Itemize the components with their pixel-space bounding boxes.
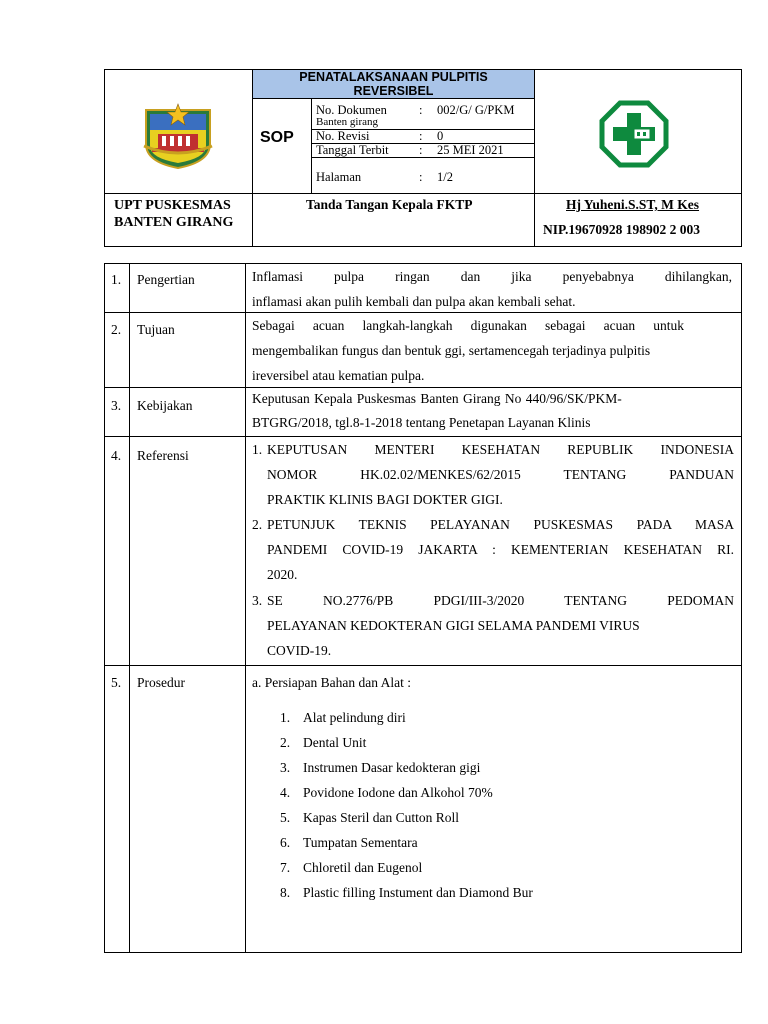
doc-number-sep: : xyxy=(419,103,423,117)
region-emblem-logo xyxy=(140,100,216,170)
reference-line: NOMOR HK.02.02/MENKES/62/2015 TENTANG PANDUAN xyxy=(267,467,734,482)
section-label: Referensi xyxy=(137,448,189,463)
revision-sep: : xyxy=(419,129,423,143)
reference-line: PELAYANAN KEDOKTERAN GIGI SELAMA PANDEMI VIRUS xyxy=(267,618,640,633)
section-label: Prosedur xyxy=(137,675,185,690)
list-item: 6. Tumpatan Sementara xyxy=(280,835,418,850)
section-text-line: BTGRG/2018, tgl.8-1-2018 tentang Penetapan Layanan Klinis xyxy=(252,415,591,430)
section-text-line: Sebagai acuan langkah-langkah digunakan sebagai acuan untuk xyxy=(252,318,684,333)
reference-line: PANDEMI COVID-19 JAKARTA : KEMENTERIAN KESEHATAN RI. xyxy=(267,542,734,557)
reference-line: SE NO.2776/PB PDGI/III-3/2020 TENTANG PEDOMAN xyxy=(267,593,734,608)
date-sep: : xyxy=(419,143,423,157)
list-item: 5. Kapas Steril dan Cutton Roll xyxy=(280,810,459,825)
puskesmas-cross-logo xyxy=(598,99,670,169)
title-block xyxy=(253,70,534,98)
head-name: Hj Yuheni.S.ST, M Kes xyxy=(566,197,700,212)
page-sep: : xyxy=(419,170,423,184)
org-name-line-1: UPT PUSKESMAS xyxy=(114,198,231,213)
section-text-line: Keputusan Kepala Puskesmas Banten Girang No 440/96/SK/PKM- xyxy=(252,391,622,406)
reference-line: KEPUTUSAN MENTERI KESEHATAN REPUBLIK INDONESIA xyxy=(267,442,734,457)
section-text-line: mengembalikan fungus dan bentuk ggi, sertamencegah terjadinya pulpitis xyxy=(252,343,651,358)
date-label: Tanggal Terbit xyxy=(316,143,389,157)
reference-line: PETUNJUK TEKNIS PELAYANAN PUSKESMAS PADA MASA xyxy=(267,517,734,532)
page-value: 1/2 xyxy=(437,170,453,184)
reference-item xyxy=(252,588,734,663)
signature-label: Tanda Tangan Kepala FKTP xyxy=(306,197,473,212)
reference-number: 2. xyxy=(252,517,263,532)
org-name xyxy=(114,197,233,231)
procedure-subheading: a. Persiapan Bahan dan Alat : xyxy=(252,675,411,690)
reference-item xyxy=(252,437,734,512)
list-item: 3. Instrumen Dasar kedokteran gigi xyxy=(280,760,481,775)
reference-number: 1. xyxy=(252,442,263,457)
reference-item xyxy=(252,512,734,587)
reference-line: 2020. xyxy=(267,567,298,582)
procedure-list xyxy=(280,705,533,905)
list-item: 8. Plastic filling Instument dan Diamond Bur xyxy=(280,885,533,900)
section-number: 5. xyxy=(111,675,122,690)
doc-number-label: No. Dokumen xyxy=(316,103,387,117)
revision-value: 0 xyxy=(437,129,444,143)
doc-number-sub: Banten girang xyxy=(316,116,379,128)
title-line-1: PENATALAKSANAAN PULPITIS xyxy=(299,70,488,84)
head-nip: NIP.19670928 198902 2 003 xyxy=(543,222,701,237)
page-label: Halaman xyxy=(316,170,362,184)
section-number: 3. xyxy=(111,398,122,413)
title-line-2: REVERSIBEL xyxy=(353,84,434,98)
section-number: 2. xyxy=(111,322,122,337)
list-item: 4. Povidone Iodone dan Alkohol 70% xyxy=(280,785,493,800)
section-label: Pengertian xyxy=(137,272,195,287)
list-item: 2. Dental Unit xyxy=(280,735,367,750)
section-text-line: inflamasi akan pulih kembali dan pulpa akan kembali sehat. xyxy=(252,294,576,309)
list-item: 1. Alat pelindung diri xyxy=(280,710,406,725)
section-number: 1. xyxy=(111,272,122,287)
section-label: Kebijakan xyxy=(137,398,193,413)
revision-label: No. Revisi xyxy=(316,129,370,143)
reference-number: 3. xyxy=(252,593,263,608)
list-item: 7. Chloretil dan Eugenol xyxy=(280,860,423,875)
reference-line: PRAKTIK KLINIS BAGI DOKTER GIGI. xyxy=(267,492,503,507)
section-text-line: Inflamasi pulpa ringan dan jika penyebabnya dihilangkan, xyxy=(252,269,732,284)
doc-number-value: 002/G/ G/PKM xyxy=(437,103,515,117)
section-text-line: ireversibel atau kematian pulpa. xyxy=(252,368,425,383)
date-value: 25 MEI 2021 xyxy=(437,143,504,157)
section-number: 4. xyxy=(111,448,122,463)
sop-label: SOP xyxy=(260,129,294,146)
section-label: Tujuan xyxy=(137,322,175,337)
reference-line: COVID-19. xyxy=(267,643,332,658)
org-name-line-2: BANTEN GIRANG xyxy=(114,215,234,230)
